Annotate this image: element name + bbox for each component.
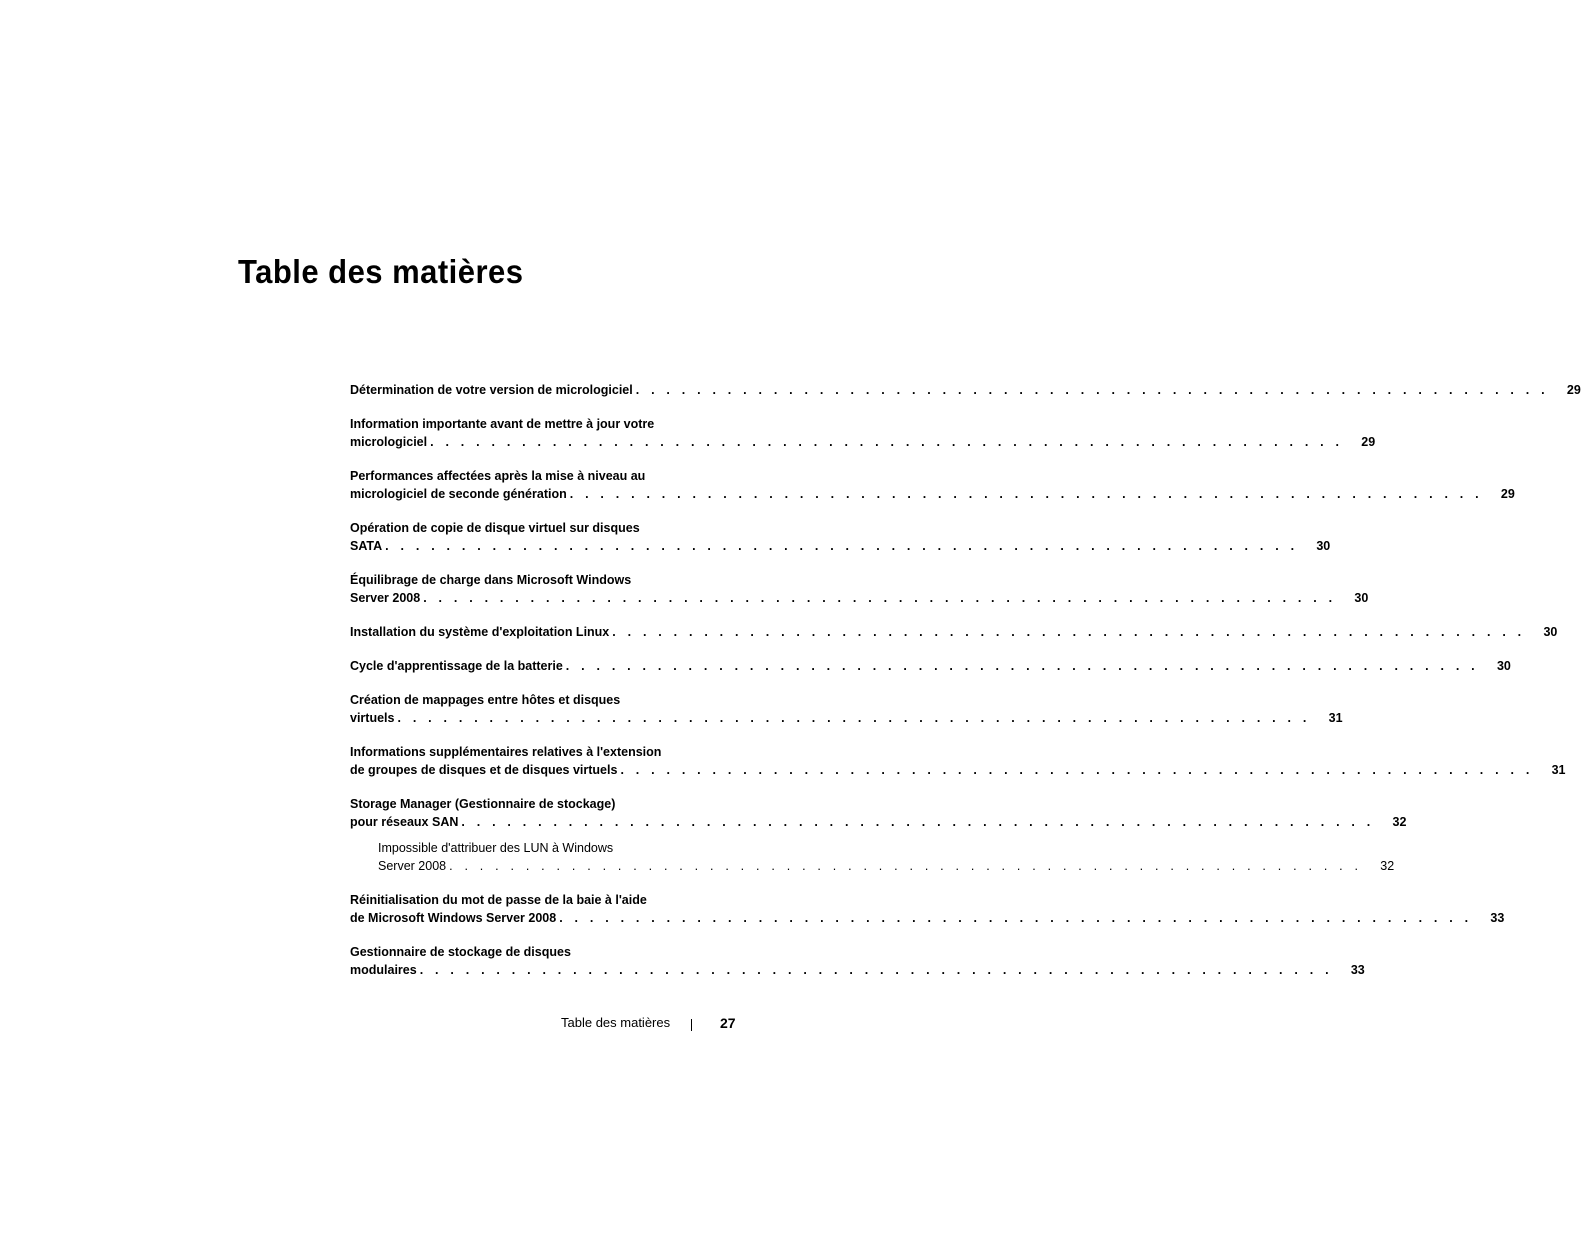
toc-leader-dots: . . . . . . . . . . . . . . . . . . . . . . . . . . . . . . . . . . . . . . . . . . . . . . . . . . . . . . . . . . . . xyxy=(385,539,1299,553)
toc-entry-line xyxy=(350,537,1331,555)
toc-entry-line xyxy=(350,623,1558,641)
toc-entry[interactable] xyxy=(350,519,1331,555)
toc-page-number: 29 xyxy=(1361,435,1376,449)
toc-entry-line xyxy=(350,891,690,909)
toc-page-number: 32 xyxy=(1392,815,1407,829)
toc-entry-text: micrologiciel de seconde génération xyxy=(350,487,567,501)
toc-entry-line xyxy=(350,813,1407,831)
toc-leader-dots: . . . . . . . . . . . . . . . . . . . . . . . . . . . . . . . . . . . . . . . . . . . . . . . . . . . . . . . . . . . . xyxy=(559,911,1473,925)
toc-entry[interactable] xyxy=(350,657,1511,675)
toc-entry-line xyxy=(350,657,1511,675)
toc-entry-line xyxy=(350,743,690,761)
toc-entry-line xyxy=(350,961,1365,979)
toc-leader-dots: . . . . . . . . . . . . . . . . . . . . . . . . . . . . . . . . . . . . . . . . . . . . . . . . . . . . . . . . . . . . xyxy=(620,763,1534,777)
toc-leader-dots: . . . . . . . . . . . . . . . . . . . . . . . . . . . . . . . . . . . . . . . . . . . . . . . . . . . . . . . . . . . . xyxy=(635,383,1549,397)
toc-leader-dots: . . . . . . . . . . . . . . . . . . . . . . . . . . . . . . . . . . . . . . . . . . . . . . . . . . . . . . . . . . . . xyxy=(449,859,1363,873)
toc-entry[interactable] xyxy=(350,943,1365,979)
toc-entry-text: SATA xyxy=(350,539,383,553)
footer-page-number: 27 xyxy=(720,1015,736,1031)
toc-entry-text: Création de mappages entre hôtes et disques xyxy=(350,693,621,707)
toc-entry-text: Réinitialisation du mot de passe de la baie à l'aide xyxy=(350,893,647,907)
toc-entry-text: Informations supplémentaires relatives à l'extension xyxy=(350,745,662,759)
toc-page-number: 30 xyxy=(1354,591,1369,605)
toc-entry-text: virtuels xyxy=(350,711,395,725)
toc-entry-line xyxy=(350,589,1369,607)
toc-page-number: 33 xyxy=(1490,911,1505,925)
toc-entry[interactable] xyxy=(350,839,1395,875)
toc-entry-line xyxy=(350,795,690,813)
toc-entry-line xyxy=(350,943,690,961)
toc-entry-text: de Microsoft Windows Server 2008 xyxy=(350,911,557,925)
toc-leader-dots: . . . . . . . . . . . . . . . . . . . . . . . . . . . . . . . . . . . . . . . . . . . . . . . . . . . . . . . . . . . . xyxy=(461,815,1375,829)
toc-entry-text: Gestionnaire de stockage de disques xyxy=(350,945,571,959)
footer-label: Table des matières xyxy=(561,1015,671,1030)
toc-entry-text: Server 2008 xyxy=(350,591,421,605)
toc-entry-text: Server 2008 xyxy=(378,859,447,873)
toc-entry[interactable] xyxy=(350,415,1376,451)
toc-entry[interactable] xyxy=(350,691,1343,727)
toc-entry-line xyxy=(350,691,690,709)
toc-entry-line xyxy=(350,433,1376,451)
toc-entry-line xyxy=(350,909,1505,927)
toc-entry-line xyxy=(350,839,690,857)
toc-entry-line xyxy=(350,857,1395,875)
toc-page-number: 30 xyxy=(1543,625,1558,639)
toc-entry-text: micrologiciel xyxy=(350,435,428,449)
toc-leader-dots: . . . . . . . . . . . . . . . . . . . . . . . . . . . . . . . . . . . . . . . . . . . . . . . . . . . . . . . . . . . . xyxy=(430,435,1344,449)
toc-leader-dots: . . . . . . . . . . . . . . . . . . . . . . . . . . . . . . . . . . . . . . . . . . . . . . . . . . . . . . . . . . . . xyxy=(569,487,1483,501)
toc-entry[interactable] xyxy=(350,891,1505,927)
toc-leader-dots: . . . . . . . . . . . . . . . . . . . . . . . . . . . . . . . . . . . . . . . . . . . . . . . . . . . . . . . . . . . . xyxy=(612,625,1526,639)
toc-entry-text: Équilibrage de charge dans Microsoft Windows xyxy=(350,573,632,587)
toc-page-number: 29 xyxy=(1566,383,1581,397)
toc-page-number: 29 xyxy=(1500,487,1515,501)
toc-leader-dots: . . . . . . . . . . . . . . . . . . . . . . . . . . . . . . . . . . . . . . . . . . . . . . . . . . . . . . . . . . . . xyxy=(565,659,1479,673)
toc-entry[interactable] xyxy=(350,623,1558,641)
toc-page-number: 33 xyxy=(1350,963,1365,977)
toc-entry-line xyxy=(350,381,1581,399)
toc-entry-text: Cycle d'apprentissage de la batterie xyxy=(350,659,563,673)
toc-leader-dots: . . . . . . . . . . . . . . . . . . . . . . . . . . . . . . . . . . . . . . . . . . . . . . . . . . . . . . . . . . . . xyxy=(397,711,1311,725)
toc-entry-text: pour réseaux SAN xyxy=(350,815,459,829)
toc-entry[interactable] xyxy=(350,795,1407,831)
toc-entry-line xyxy=(350,761,1566,779)
table-of-contents xyxy=(350,381,1581,995)
toc-entry-line xyxy=(350,709,1343,727)
footer-separator xyxy=(691,1019,692,1031)
toc-entry-text: Performances affectées après la mise à niveau au xyxy=(350,469,646,483)
toc-leader-dots: . . . . . . . . . . . . . . . . . . . . . . . . . . . . . . . . . . . . . . . . . . . . . . . . . . . . . . . . . . . . xyxy=(419,963,1333,977)
toc-entry-text: Détermination de votre version de micrologiciel xyxy=(350,383,633,397)
toc-entry-text: de groupes de disques et de disques virtuels xyxy=(350,763,618,777)
toc-entry-text: Installation du système d'exploitation Linux xyxy=(350,625,610,639)
page-title: Table des matières xyxy=(238,253,524,290)
toc-page-number: 32 xyxy=(1380,859,1395,873)
toc-entry-text: Information importante avant de mettre à jour votre xyxy=(350,417,655,431)
toc-page-number: 30 xyxy=(1316,539,1331,553)
toc-page-number: 30 xyxy=(1496,659,1511,673)
toc-entry[interactable] xyxy=(350,381,1581,399)
toc-entry-line xyxy=(350,519,690,537)
page-footer xyxy=(540,1015,740,1035)
toc-entry-text: Opération de copie de disque virtuel sur disques xyxy=(350,521,640,535)
toc-entry[interactable] xyxy=(350,571,1369,607)
toc-entry-line xyxy=(350,415,690,433)
toc-entry-line xyxy=(350,485,1515,503)
toc-entry-line xyxy=(350,467,690,485)
toc-entry[interactable] xyxy=(350,467,1515,503)
toc-entry-text: Storage Manager (Gestionnaire de stockage) xyxy=(350,797,616,811)
toc-leader-dots: . . . . . . . . . . . . . . . . . . . . . . . . . . . . . . . . . . . . . . . . . . . . . . . . . . . . . . . . . . . . xyxy=(423,591,1337,605)
toc-entry-text: Impossible d'attribuer des LUN à Windows xyxy=(378,841,614,855)
toc-page-number: 31 xyxy=(1328,711,1343,725)
toc-entry[interactable] xyxy=(350,743,1566,779)
toc-page-number: 31 xyxy=(1551,763,1566,777)
toc-entry-line xyxy=(350,571,690,589)
toc-entry-text: modulaires xyxy=(350,963,417,977)
